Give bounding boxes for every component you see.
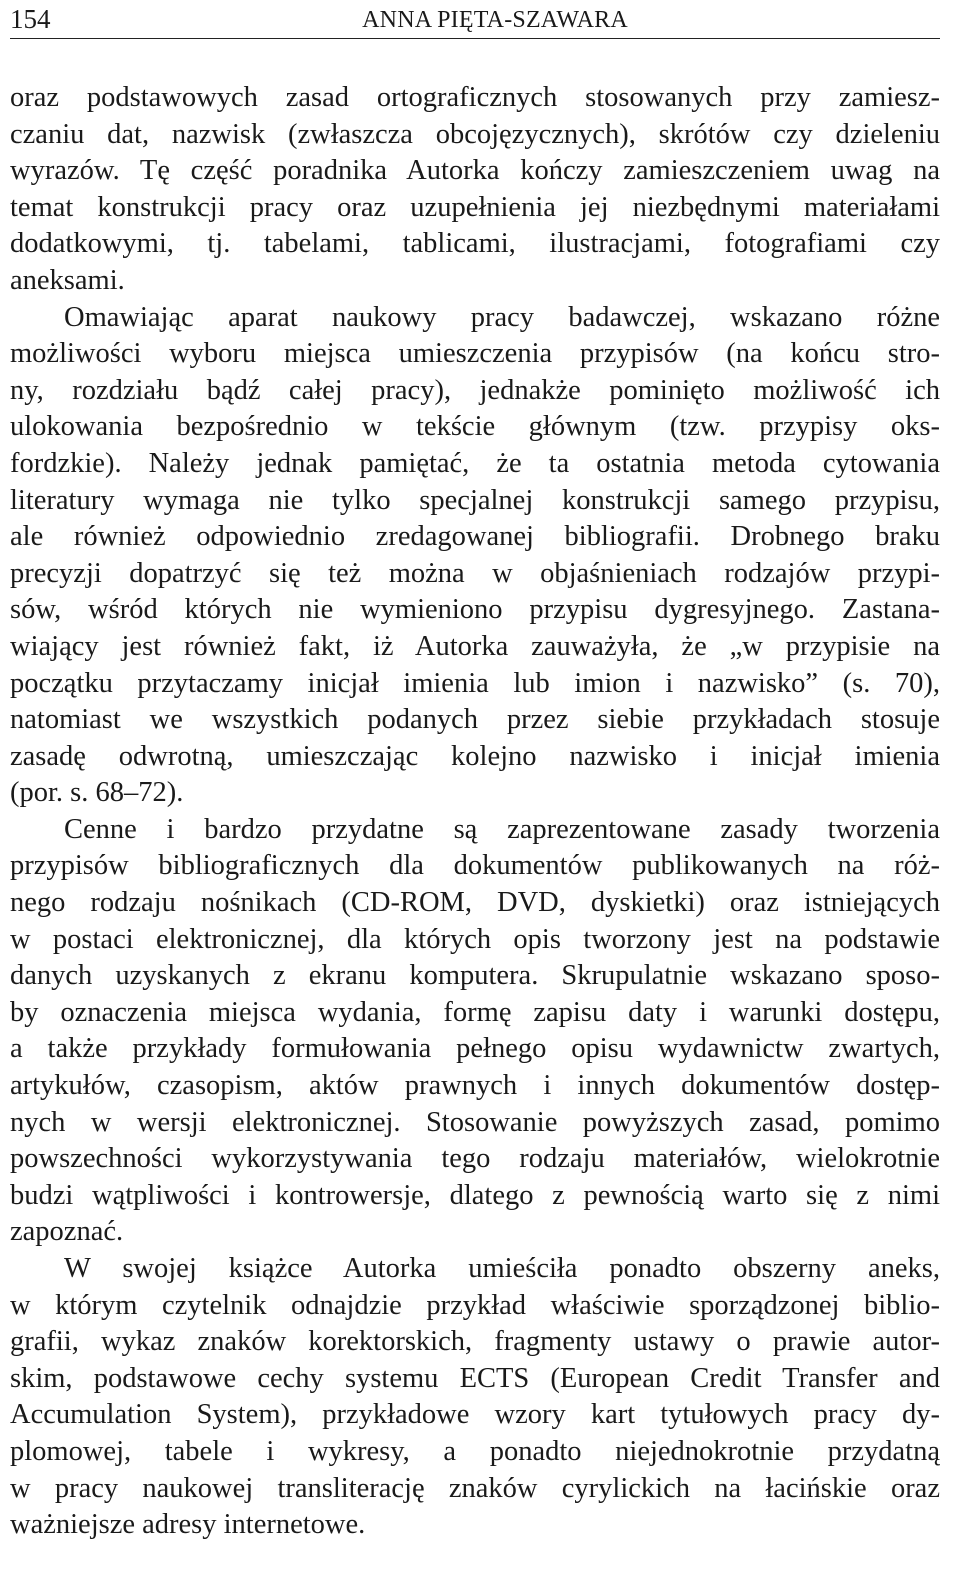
text-line: nego rodzaju nośnikach (CD-ROM, DVD, dyskietki) oraz istniejących: [10, 887, 940, 919]
text-line: w pracy naukowej transliterację znaków cyrylickich na łacińskie oraz: [10, 1472, 940, 1504]
text-line: natomiast we wszystkich podanych przez siebie przykładach stosuje: [10, 704, 940, 736]
text-line: literatury wymaga nie tylko specjalnej konstrukcji samego przypisu,: [10, 484, 940, 516]
text-line: aneksami.: [10, 264, 125, 296]
text-line: wyrazów. Tę część poradnika Autorka kończy zamieszczeniem uwag na: [10, 155, 940, 187]
text-line: ale również odpowiednio zredagowanej bibliografii. Drobnego braku: [10, 521, 940, 553]
text-line: oraz podstawowych zasad ortograficznych stosowanych przy zamiesz-: [10, 82, 940, 113]
text-line: sów, wśród których nie wymieniono przypisu dygresyjnego. Zastana-: [10, 594, 940, 626]
text-line: grafii, wykaz znaków korektorskich, fragmenty ustawy o prawie autor-: [10, 1326, 940, 1358]
running-title: ANNA PIĘTA-SZAWARA: [362, 7, 628, 33]
review-body-text: [10, 80, 940, 1544]
text-line: a także przykłady formułowania pełnego opisu wydawnictw zwartych,: [10, 1033, 940, 1065]
text-line: zasadę odwrotną, umieszczając kolejno nazwisko i inicjał imienia: [10, 740, 940, 772]
text-line: temat konstrukcji pracy oraz uzupełnienia jej niezbędnymi materiałami: [10, 191, 940, 223]
text-line: dodatkowymi, tj. tabelami, tablicami, ilustracjami, fotografiami czy: [10, 228, 940, 260]
text-line: fordzkie). Należy jednak pamiętać, że ta ostatnia metoda cytowania: [10, 447, 940, 479]
page-number: 154: [10, 4, 51, 34]
text-line: w którym czytelnik odnajdzie przykład właściwie sporządzonej biblio-: [10, 1289, 940, 1321]
text-line: zapoznać.: [10, 1216, 124, 1248]
text-line: ny, rozdziału bądź całej pracy), jednakże pominięto możliwość ich: [10, 374, 940, 406]
text-line: by oznaczenia miejsca wydania, formę zapisu daty i warunki dostępu,: [10, 996, 940, 1028]
text-line: przypisów bibliograficznych dla dokumentów publikowanych na róż-: [10, 850, 940, 882]
text-line: plomowej, tabele i wykresy, a ponadto niejednokrotnie przydatną: [10, 1435, 940, 1467]
text-line: danych uzyskanych z ekranu komputera. Skrupulatnie wskazano sposo-: [10, 960, 940, 992]
text-line: W swojej książce Autorka umieściła ponadto obszerny aneks,: [64, 1253, 940, 1284]
text-line: Omawiając aparat naukowy pracy badawczej, wskazano różne: [64, 301, 940, 333]
text-line: Cenne i bardzo przydatne są zaprezentowane zasady tworzenia: [64, 813, 940, 845]
text-line: precyzji dopatrzyć się też można w objaśnieniach rodzajów przypi-: [10, 557, 940, 589]
text-line: w postaci elektronicznej, dla których opis tworzony jest na podstawie: [10, 923, 940, 955]
running-header: [10, 2, 940, 39]
text-line: Accumulation System), przykładowe wzory kart tytułowych pracy dy-: [10, 1399, 940, 1431]
text-line: nych w wersji elektronicznej. Stosowanie powyższych zasad, pomimo: [10, 1106, 940, 1138]
text-line: budzi wątpliwości i kontrowersje, dlatego z pewnością warto się z nimi: [10, 1179, 940, 1211]
text-line: czaniu dat, nazwisk (zwłaszcza obcojęzycznych), skrótów czy dzieleniu: [10, 118, 940, 150]
text-line: wiający jest również fakt, iż Autorka zauważyła, że „w przypisie na: [10, 630, 940, 662]
text-line: ważniejsze adresy internetowe.: [10, 1509, 366, 1541]
text-line: (por. s. 68–72).: [10, 777, 184, 809]
paragraph: [10, 812, 940, 1251]
text-line: ulokowania bezpośrednio w tekście głównym (tzw. przypisy oks-: [10, 411, 940, 443]
text-line: artykułów, czasopism, aktów prawnych i innych dokumentów dostęp-: [10, 1070, 940, 1102]
text-line: początku przytaczamy inicjał imienia lub imion i nazwisko” (s. 70),: [10, 667, 940, 699]
paragraph: [10, 300, 940, 812]
text-line: powszechności wykorzystywania tego rodzaju materiałów, wielokrotnie: [10, 1143, 940, 1175]
text-line: możliwości wyboru miejsca umieszczenia przypisów (na końcu stro-: [10, 338, 940, 370]
paragraph: [10, 1251, 940, 1544]
book-page: [10, 0, 940, 1544]
paragraph: [10, 80, 940, 300]
text-line: skim, podstawowe cechy systemu ECTS (European Credit Transfer and: [10, 1362, 940, 1394]
